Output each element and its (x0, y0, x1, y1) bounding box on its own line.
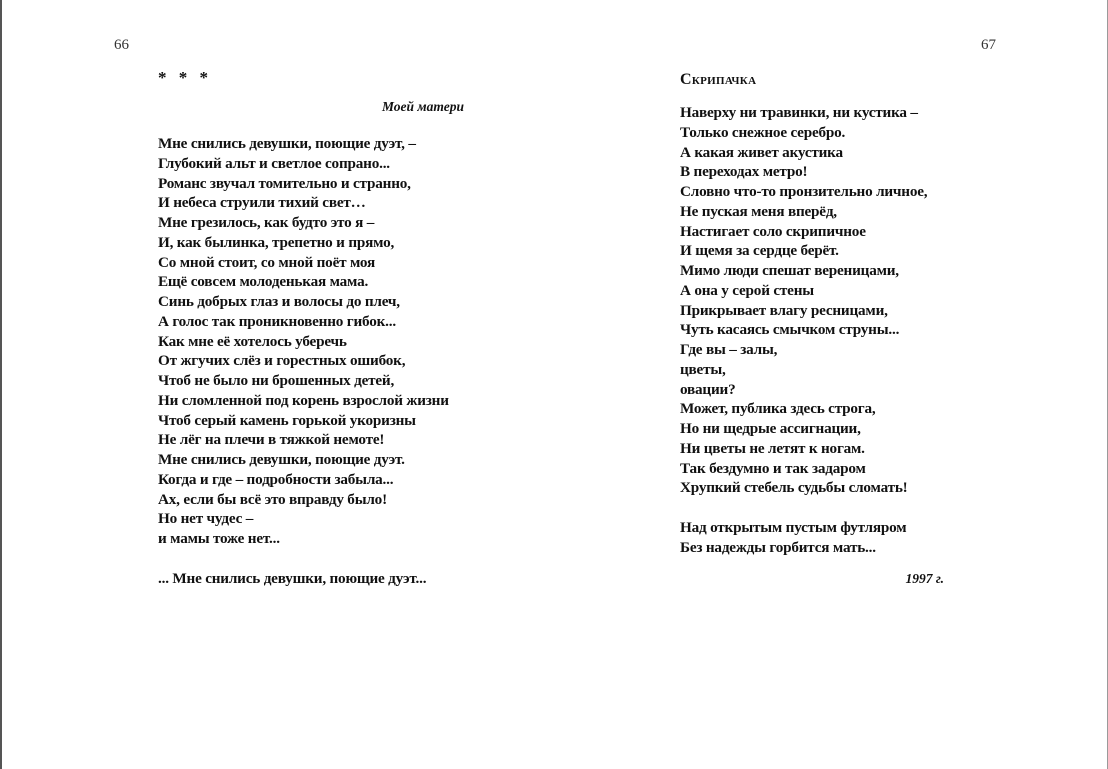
poem-line: От жгучих слёз и горестных ошибок, (158, 352, 406, 370)
poem-line: Над открытым пустым футляром (680, 518, 907, 536)
poem-line: овации? (680, 380, 736, 398)
poem-line: Как мне её хотелось уберечь (158, 332, 347, 350)
poem-line: Прикрывает влагу ресницами, (680, 301, 888, 319)
poem-line: И небеса струили тихий свет… (158, 194, 366, 212)
poem-line: Может, публика здесь строга, (680, 400, 876, 418)
poem-line: Ни сломленной под корень взрослой жизни (158, 391, 449, 409)
poem-line: А какая живет акустика (680, 143, 843, 161)
poem-line: Ещё совсем молоденькая мама. (158, 273, 369, 291)
poem-line: Глубокий альт и светлое сопрано... (158, 154, 390, 172)
right-poem (680, 103, 927, 557)
poem-line: Романс звучал томительно и странно, (158, 174, 411, 192)
poem-line: Хрупкий стебель судьбы сломать! (680, 479, 908, 497)
poem-line: Мимо люди спешат вереницами, (680, 262, 899, 279)
left-page-number: 66 (114, 37, 129, 53)
poem-line: Мне грезилось, как будто это я – (158, 214, 375, 231)
poem-line: Не пуская меня вперёд, (680, 202, 837, 220)
poem-line: цветы, (680, 360, 726, 378)
poem-line: А голос так проникновенно гибок... (158, 312, 396, 330)
poem-line: Не лёг на плечи в тяжкой немоте! (158, 431, 385, 449)
poem-line: и мамы тоже нет... (158, 530, 280, 547)
poem-line: Синь добрых глаз и волосы до плеч, (158, 293, 400, 310)
poem-line: Только снежное серебро. (680, 123, 846, 141)
poem-title: Скрипачка (680, 71, 757, 88)
poem-line: А она у серой стены (680, 281, 814, 299)
poem-line: Чтоб серый камень горькой укоризны (158, 411, 416, 429)
poem-line: Мне снились девушки, поющие дуэт. (158, 451, 405, 468)
poem-line: Ах, если бы всё это вправду было! (158, 490, 387, 508)
poem-line: Без надежды горбится мать... (680, 538, 876, 556)
poem-line: В переходах метро! (680, 163, 808, 181)
poem-line: Ни цветы не летят к ногам. (680, 439, 865, 457)
poem-line: ... Мне снились девушки, поющие дуэт... (158, 569, 427, 587)
poem-line: И щемя за сердце берёт. (680, 242, 839, 260)
poem-line: Когда и где – подробности забыла... (158, 470, 394, 488)
poem-line: И, как былинка, трепетно и прямо, (158, 233, 395, 251)
poem-line: Так бездумно и так задаром (680, 459, 866, 477)
poem-line: Наверху ни травинки, ни кустика – (680, 104, 918, 121)
poem-line: Но нет чудес – (158, 510, 254, 528)
poem-line: Где вы – залы, (680, 341, 778, 358)
poem-line: Мне снились девушки, поющие дуэт, – (158, 135, 416, 152)
poem-line: Чтоб не было ни брошенных детей, (158, 372, 395, 389)
poem-line: Со мной стоит, со мной поёт моя (158, 253, 376, 271)
poem-dedication: Моей матери (381, 99, 464, 114)
poem-line: Но ни щедрые ассигнации, (680, 420, 861, 437)
poem-date: 1997 г. (905, 571, 944, 586)
poem-line: Настигает соло скрипичное (680, 222, 866, 240)
right-page-number: 67 (981, 37, 996, 53)
poem-line: Чуть касаясь смычком струны... (680, 321, 900, 339)
stanza-break (680, 498, 927, 518)
stanza-break (158, 549, 449, 569)
poem-line: Словно что-то пронзительно личное, (680, 183, 928, 200)
poem-separator-stars: * * * (158, 68, 212, 87)
left-page-edge (0, 0, 2, 769)
left-poem (158, 134, 449, 588)
